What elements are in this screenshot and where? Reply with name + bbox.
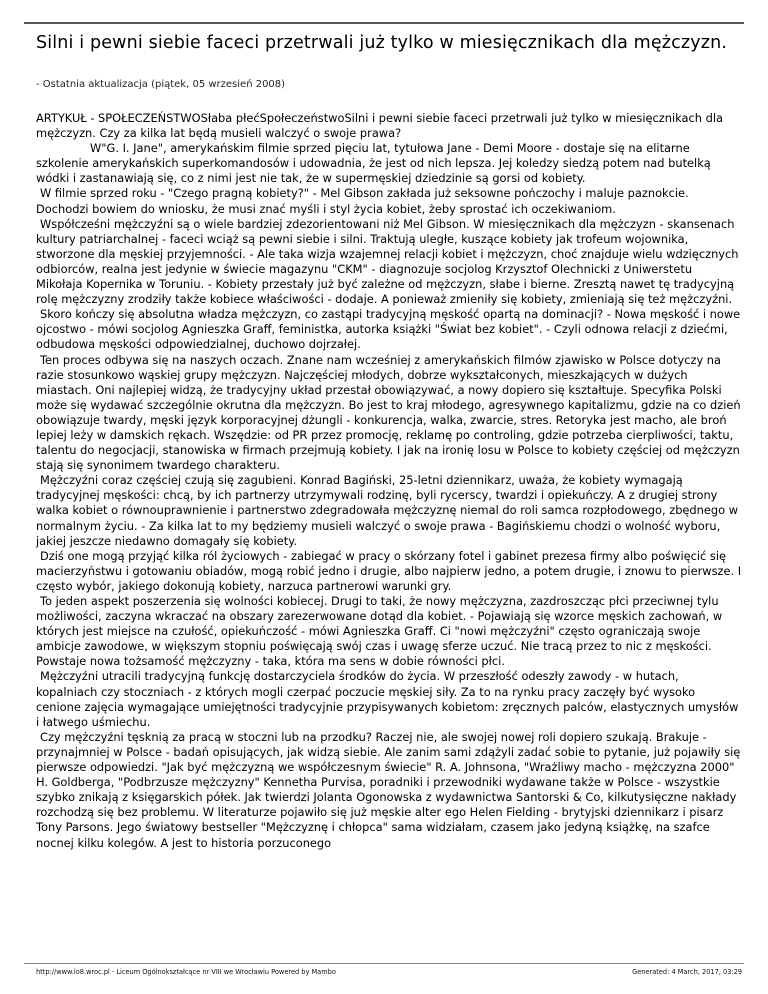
last-updated: - Ostatnia aktualizacja (piątek, 05 wrzesień 2008) [36, 79, 286, 90]
header-rule [24, 22, 744, 24]
article-paragraph: Ten proces odbywa się na naszych oczach. Znane nam wcześniej z amerykańskich filmów zjawisko w Polsce dotyczy na razie stosunkowo wąskiej grupy mężczyzn. Najczęściej młodych, dobrze wykształconych, mieszkających w dużych miastach. Oni najlepiej widzą, że tradycyjny układ przestał obowiązywać, a nowy dopiero się kształtuje. Specyfika Polski może się wydawać szczególnie okrutna dla mężczyzn. Bo jest to kraj młodego, agresywnego kapitalizmu, gdzie na co dzień obowiązuje twardy, męski język korporacyjnej dżungli - konkurencja, walka, zwarcie, stres. Retoryka jest macho, ale broń lepiej leży w damskich rękach. Wszędzie: od PR przez promocję, reklamę po controling, gdzie potrzeba cierpliwości, taktu, talentu do negocjacji, stanowiska w firmach przejmują kobiety. I jak na ironię losu w Polsce to kobiety częściej od mężczyzn stają się synonimem twardego charakteru. [36, 352, 741, 473]
article-paragraph: W filmie sprzed roku - "Czego pragną kobiety?" - Mel Gibson zakłada już seksowne pończochy i maluje paznokcie. Dochodzi bowiem do wniosku, że musi znać myśli i styl życia kobiet, żeby sprostać ich oczekiwaniom. [36, 186, 689, 216]
article-paragraph: W"G. I. Jane", amerykańskim filmie sprzed pięciu lat, tytułowa Jane - Demi Moore - dostaje się na elitarne szkolenie amerykańskich superkomandosów i udowadnia, że jest od nich lepsza. Jej koledzy siedzą potem nad butelką wódki i zastanawiają się, co z nimi jest nie tak, że w supermęskiej dziedzinie są gorsi od kobiety. [36, 141, 711, 186]
article-paragraph: ARTYKUŁ - SPOŁECZEŃSTWOSłaba płećSpołeczeństwoSilni i pewni siebie faceci przetrwali już tylko w miesięcznikach dla mężczyzn. Czy za kilka lat będą musieli walczyć o swoje prawa? [36, 111, 724, 141]
article-paragraph: Współcześni mężczyźni są o wiele bardziej zdezorientowani niż Mel Gibson. W miesięcznikach dla mężczyzn - skansenach kultury patriarchalnej - faceci wciąż są pewni siebie i silni. Traktują uległe, kuszące kobiety jak trofeum wojownika, stworzone dla męskiej przyjemności. - Ale taka wizja wzajemnej relacji kobiet i mężczyzn, choć znajduje wielu wdzięcznych odbiorców, realna jest jedynie w świecie magazynu "CKM" - diagnozuje socjolog Krzysztof Olechnicki z Uniwerstetu Mikołaja Kopernika w Toruniu. - Kobiety przestały już być zależne od mężczyzn, słabe i bierne. Zresztą nawet tę tradycyjną rolę mężczyzny zrodziły także kobiece właściwości - dodaje. A ponieważ zmieniły się kobiety, zmieniają się też mężczyźni. [36, 216, 739, 307]
footer-source: http://www.lo8.wroc.pl - Liceum Ogólnokształcące nr VIII we Wrocławiu Powered by Mambo [36, 968, 336, 976]
article-paragraph: Mężczyźni utracili tradycyjną funkcję dostarczyciela środków do życia. W przeszłość odeszły zawody - w hutach, kopalniach czy stoczniach - z których mogli czerpać poczucie męskiej siły. Za to na rynku pracy zaczęły być wysoko cenione zajęcia wymagające umiejętności tradycyjnie przypisywanych kobietom: zręcznych palców, elastycznych umysłów i łatwego uśmiechu. [36, 669, 739, 729]
article-paragraph: Dziś one mogą przyjąć kilka ról życiowych - zabiegać w pracy o skórzany fotel i gabinet prezesa firmy albo poświęcić się macierzyństwu i gotowaniu obiadów, mogą robić jedno i drugie, albo najpierw jedno, a potem drugie, i znowu to pierwsze. I często wybór, jakiego dokonują kobiety, narzuca partnerowi warunki gry. [36, 548, 742, 593]
article-paragraph: Czy mężczyźni tęsknią za pracą w stoczni lub na przodku? Raczej nie, ale swojej nowej roli dopiero szukają. Brakuje - przynajmniej w Polsce - badań opisujących, jak widzą siebie. Ale zanim sami zdążyli zadać sobie to pytanie, już pojawiły się pierwsze odpowiedzi. "Jak być mężczyzną we współczesnym świecie" R. A. Johnsona, "Wrażliwy macho - mężczyzna 2000" H. Goldberga, "Podbrzusze mężczyzny" Kennetha Purvisa, poradniki i przewodniki wydawane także w Polsce - wszystkie szybko znikają z księgarskich półek. Jak twierdzi Jolanta Ogonowska z wydawnictwa Santorski & Co, kilkutysięczne nakłady rozchodzą się bez problemu. W literaturze pojawiło się już męskie alter ego Helen Fielding - brytyjski dziennikarz i pisarz Tony Parsons. Jego światowy bestseller "Mężczyznę i chłopca" sama widziałam, czasem jako jedyną książkę, na szafce nocnej kilku kolegów. A jest to historia porzuconego [36, 729, 741, 850]
article-body [36, 111, 742, 851]
footer-rule [24, 963, 744, 964]
article-paragraph: To jeden aspekt poszerzenia się wolności kobiecej. Drugi to taki, że nowy mężczyzna, zazdroszcząc płci przeciwnej tylu możliwości, zaczyna wkraczać na obszary zarezerwowane dotąd dla kobiet. - Pojawiają się wzorce męskich zachowań, w których jest miejsce na czułość, opiekuńczość - mówi Agnieszka Graff. Ci "nowi mężczyźni" często ograniczają swoje ambicje zawodowe, w większym stopniu poświęcają swój czas i uwagę sferze uczuć. Nie tracą przez to nic z męskości. Powstaje nowa tożsamość mężczyzny - taka, która ma sens w dobie równości płci. [36, 594, 723, 669]
article-paragraph: Mężczyźni coraz częściej czują się zagubieni. Konrad Bagiński, 25-letni dziennikarz, uważa, że kobiety wymagają tradycyjnej męskości: chcą, by ich partnerzy utrzymywali rodzinę, byli rycerscy, twardzi i opiekuńczy. A z drugiej strony walka kobiet o równouprawnienie i partnerstwo zdegradowała mężczyznę niemal do roli samca rozpłodowego, zbędnego w normalnym życiu. - Za kilka lat to my będziemy musieli walczyć o swoje prawa - Bagińskiemu chodzi o wolność wyboru, jakiej jeszcze niedawno domagały się kobiety. [36, 473, 739, 548]
article-title: Silni i pewni siebie faceci przetrwali już tylko w miesięcznikach dla mężczyzn. [36, 33, 728, 53]
footer-generated: Generated: 4 March, 2017, 03:29 [632, 968, 742, 976]
article-paragraph: Skoro kończy się absolutna władza mężczyzn, co zastąpi tradycyjną męskość opartą na dominacji? - Nowa męskość i nowe ojcostwo - mówi socjolog Agnieszka Graff, feministka, autorka książki "Świat bez kobiet". - Czyli odnowa relacji z dziećmi, odbudowa męskości odpowiedzialnej, duchowo dojrzałej. [36, 307, 741, 352]
